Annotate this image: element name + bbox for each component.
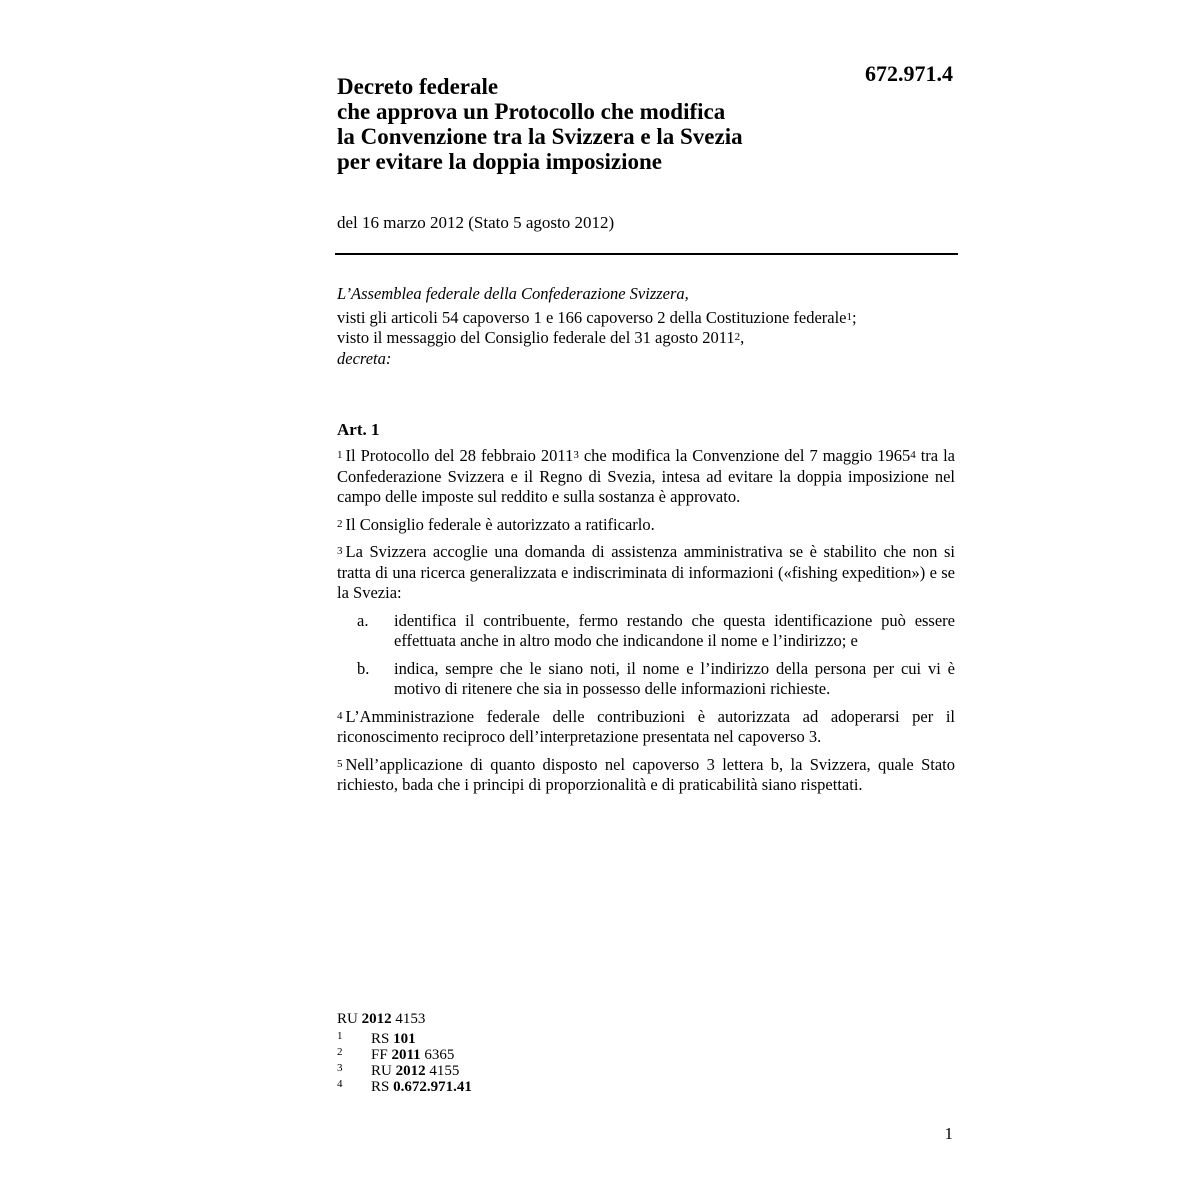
footnote-ref-number[interactable]: 2011: [391, 1047, 421, 1063]
document-title: [337, 74, 797, 174]
footnote-ref-number[interactable]: 101: [393, 1031, 416, 1047]
punctuation: ;: [852, 307, 857, 327]
footnote-ref[interactable]: 4: [910, 449, 916, 461]
footnote-ref-number[interactable]: 0.672.971.41: [393, 1079, 472, 1095]
paragraph-text: Nell’applicazione di quanto disposto nel capoverso 3 lettera b, la Svizzera, quale Stato richiesto, bada che i principi di proporzionalità e di praticabilità siano rispettati.: [337, 754, 955, 794]
paragraph-text: La Svizzera accoglie una domanda di assistenza amministrativa se è stabilito che non si tratta di una ricerca generalizzata e indiscriminata di informazioni («fishing expedition») e se la Svezia:: [337, 542, 955, 602]
footnote-prefix: FF: [371, 1047, 392, 1063]
footnote-ref[interactable]: 3: [573, 449, 579, 461]
footnote: [337, 1079, 472, 1095]
decreta-line: decreta:: [337, 348, 392, 368]
list-item-text: indica, sempre che le siano noti, il nome e l’indirizzo della persona per cui vi è motivo di ritenere che sia in possesso delle informazioni richieste.: [394, 658, 955, 698]
article-body: [337, 446, 955, 803]
ru-year: 2012: [361, 1011, 392, 1027]
horizontal-divider: [335, 253, 958, 255]
list-item-b: [337, 659, 955, 700]
footnote-suffix: 6365: [420, 1047, 455, 1063]
footnote-prefix: RS: [371, 1079, 394, 1095]
paragraph-2: [337, 515, 955, 536]
footnote-suffix: 4155: [425, 1063, 460, 1079]
paragraph-text: tra la Confederazione Svizzera e il Regno di Svezia, intesa ad evitare la doppia imposizione nel campo delle imposte sul reddito e sulla sostanza è approvato.: [337, 446, 956, 506]
paragraph-4: [337, 707, 955, 748]
punctuation: ,: [740, 328, 745, 347]
paragraph-1: [337, 446, 955, 508]
footnote: [337, 1047, 472, 1063]
page-number: 1: [944, 1124, 953, 1143]
article-heading: Art. 1: [337, 420, 380, 439]
footnote-number: 3: [337, 1062, 343, 1074]
preamble-text: visti gli articoli 54 capoverso 1 e 166 capoverso 2 della Costituzione federale: [337, 307, 847, 327]
preamble-line-constitution: [337, 308, 955, 329]
footnote-prefix: RU: [371, 1063, 396, 1079]
paragraph-number: 4: [337, 709, 343, 722]
ru-reference: [337, 1011, 425, 1028]
paragraph-5: [337, 755, 955, 796]
paragraph-number: 3: [337, 545, 343, 557]
footnote-ref[interactable]: 1: [846, 310, 853, 323]
title-line: Decreto federale: [337, 74, 499, 99]
list-item-text: identifica il contribuente, fermo restando che questa identificazione può essere effettuata anche in altro modo che indicandone il nome e l’indirizzo; e: [394, 610, 955, 650]
footnote-number: 1: [337, 1030, 343, 1042]
footnote-ref-number[interactable]: 2012: [395, 1063, 426, 1079]
paragraph-text: L’Amministrazione federale delle contribuzioni è autorizzata ad adoperarsi per il riconoscimento reciproco dell’interpretazione presentata nel capoverso 3.: [337, 706, 955, 746]
footnote-number: 4: [337, 1078, 343, 1090]
title-line: la Convenzione tra la Svizzera e la Svezia: [337, 124, 743, 149]
paragraph-number: 1: [337, 449, 343, 461]
sr-number: 672.971.4: [865, 61, 953, 86]
paragraph-text: Il Protocollo del 28 febbraio 2011: [345, 446, 574, 465]
footnote-prefix: RS: [371, 1031, 394, 1047]
list-item-a: [337, 611, 955, 652]
paragraph-3: [337, 542, 955, 604]
footnote-number: 2: [337, 1046, 343, 1058]
preamble: [337, 284, 955, 372]
footnote: [337, 1063, 472, 1079]
ru-prefix: RU: [337, 1011, 362, 1027]
assembly-line: L’Assemblea federale della Confederazione Svizzera,: [337, 284, 689, 303]
footnotes: [337, 1031, 472, 1095]
date-status-line: del 16 marzo 2012 (Stato 5 agosto 2012): [337, 213, 615, 232]
title-line: per evitare la doppia imposizione: [337, 149, 662, 174]
preamble-line-message: [337, 328, 955, 349]
paragraph-text: Il Consiglio federale è autorizzato a ratificarlo.: [345, 514, 655, 534]
footnote-ref[interactable]: 2: [734, 331, 741, 343]
title-line: che approva un Protocollo che modifica: [337, 99, 726, 124]
list-letter: b.: [357, 658, 370, 678]
paragraph-number: 2: [337, 517, 343, 530]
paragraph-number: 5: [337, 757, 343, 770]
preamble-text: visto il messaggio del Consiglio federale del 31 agosto 2011: [337, 328, 735, 347]
paragraph-text: che modifica la Convenzione del 7 maggio 1965: [578, 446, 911, 465]
ru-page: 4153: [391, 1011, 426, 1027]
footnote: [337, 1031, 472, 1047]
list-letter: a.: [357, 610, 369, 630]
